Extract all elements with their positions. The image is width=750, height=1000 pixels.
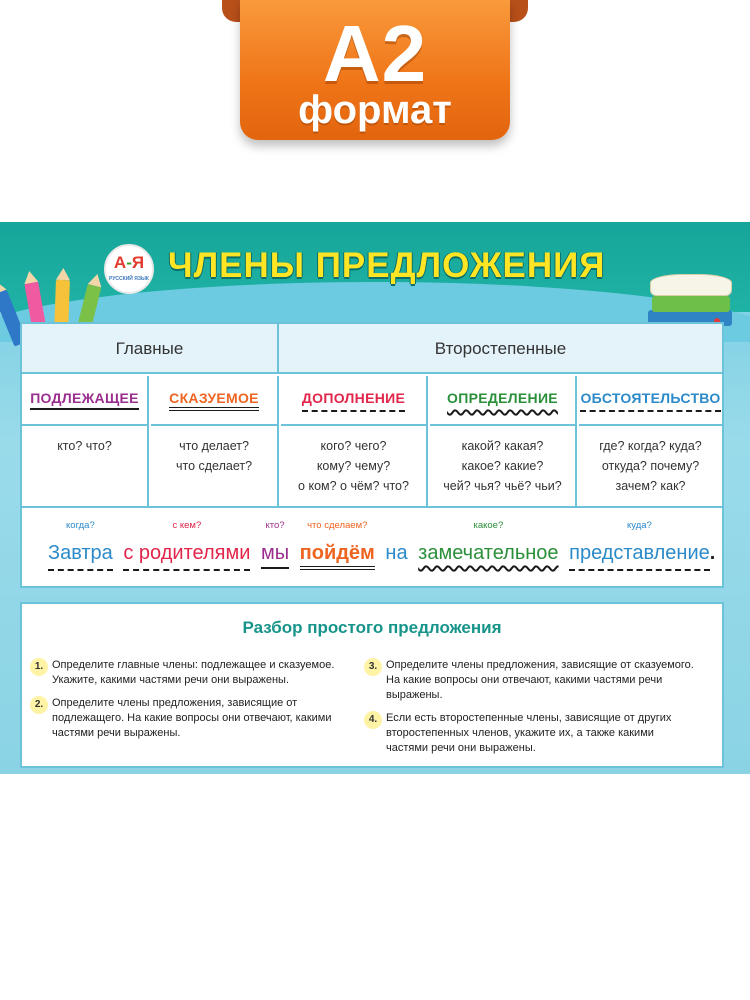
russian-language-logo [104,244,154,294]
analysis-step [30,658,360,688]
table-header-row [22,324,722,374]
column-object-questions: кого? чего? кому? чему? о ком? о чём? что? [298,439,409,493]
sentence-members-table [20,322,724,588]
poster-title: ЧЛЕНЫ ПРЕДЛОЖЕНИЯ [168,246,606,285]
column-adverbial-questions: где? когда? куда? откуда? почему? зачем? как? [599,439,702,493]
word-question: когда? [66,520,95,531]
column-adverbial-name: ОБСТОЯТЕЛЬСТВО [580,390,720,412]
book-open [650,274,732,296]
column-attribute-questions: какой? какая? какое? какие? чей? чья? чьё? чьи? [443,439,562,493]
sentence-word-subject: кто? мы [261,542,289,569]
step-text: Определите главные члены: подлежащее и сказуемое. Укажите, какими частями речи они выражены. [52,659,335,686]
word-question: какое? [473,520,504,531]
word-question: с кем? [172,520,202,531]
column-adverbial [579,376,722,506]
format-badge [222,0,528,150]
word-question: кто? [265,520,285,531]
step-text: Если есть второстепенные члены, зависящие от других второстепенных членов, укажите их, а также какими частями речи они выражены. [386,712,672,754]
word-question: куда? [627,520,652,531]
secondary-members-header: Второстепенные [434,339,567,358]
analysis-title: Разбор простого предложения [242,618,502,637]
column-predicate-name: СКАЗУЕМОЕ [169,390,259,411]
sentence-word-preposition: на [385,542,408,564]
format-badge-body [240,0,510,140]
column-subject-name: ПОДЛЕЖАЩЕЕ [30,390,139,410]
logo-dash: - [126,253,132,272]
main-members-header: Главные [22,324,279,374]
column-attribute-name: ОПРЕДЕЛЕНИЕ [447,390,558,406]
column-subject [22,376,149,506]
poster [0,222,750,774]
sentence-word-object: с кем? с родителями [123,542,250,571]
column-object-name: ДОПОЛНЕНИЕ [302,390,405,412]
word-question: что сделаем? [307,520,368,531]
column-attribute [430,376,577,506]
step-text: Определите члены предложения, зависящие от сказуемого. На какие вопросы они отвечают, какими частями речи выражены. [386,659,694,701]
example-sentence-area [22,508,722,586]
analysis-step [364,658,694,703]
sentence-word-adverbial-place: куда? представление [569,542,710,571]
step-text: Определите члены предложения, зависящие от подлежащего. На какие вопросы они отвечают, какими частями речи выражены. [52,697,332,739]
step-number-badge: 3. [364,658,382,676]
column-subject-questions: кто? что? [57,439,112,453]
logo-letter-a: А [113,253,127,272]
analysis-card [20,602,724,768]
analysis-step [364,711,694,756]
column-object [281,376,428,506]
format-label: формат [298,88,452,132]
analysis-column-left [30,658,360,749]
sentence-period: . [709,542,716,564]
logo-caption: РУССКИЙ ЯЗЫК [109,276,149,282]
analysis-step [30,696,360,741]
analysis-column-right [364,658,694,764]
book-green [652,296,730,312]
example-sentence [48,520,716,571]
column-predicate-questions: что делает? что сделает? [175,439,253,473]
sentence-word-predicate: что сделаем? пойдём [300,542,375,570]
step-number-badge: 2. [30,696,48,714]
column-predicate [151,376,279,506]
step-number-badge: 1. [30,658,48,676]
sentence-word-attribute: какое? замечательное [418,520,559,564]
logo-letter-ya: Я [131,253,145,272]
sentence-word-adverbial: когда? Завтра [48,542,113,571]
format-size: A2 [322,9,428,98]
step-number-badge: 4. [364,711,382,729]
